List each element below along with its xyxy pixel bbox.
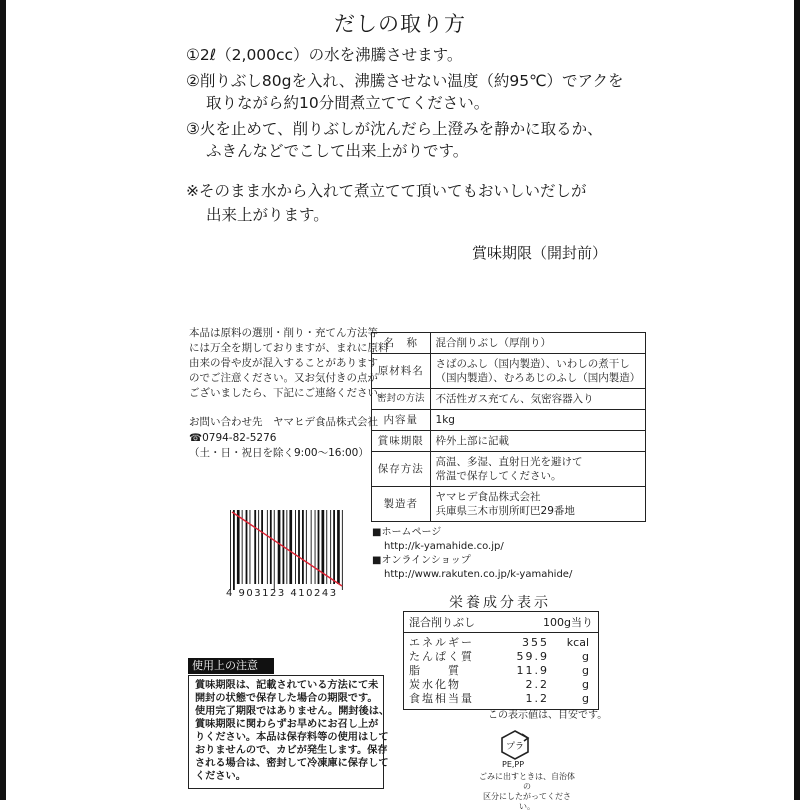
recycle-note: ごみに出すときは、自治体の 区分にしたがってください。 xyxy=(479,772,575,811)
contact-hours: （土・日・祝日を除く9:00〜16:00） xyxy=(189,447,369,459)
table-row: エネルギー 355 kcal xyxy=(409,636,589,649)
nutrition-table: 混合削りぶし 100g当り エネルギー 355 kcal たんぱく質 59.9 g 脂 質 11.9 g 炭水化物 2.2 g 食塩相当量 1.2 g xyxy=(403,611,599,710)
caution-box: 賞味期限は、記載されている方法にて未 開封の状態で保存した場合の期限です。 使用完了期限ではありません。開封後は、 賞味期限に関わらずお早めにお召し上が りください。本品は保存料等の使用はして おりませんので、カビが発生します。保存 される場合は、密封して冷凍庫に保存して ください。 xyxy=(188,675,384,789)
nutrition-title: 栄養成分表示 xyxy=(449,595,551,611)
note-line-2: 出来上がります。 xyxy=(206,206,329,224)
homepage-label: ■ホームページ xyxy=(372,527,442,538)
step-2-cont: 取りながら約10分間煮立ててください。 xyxy=(206,94,490,112)
table-row: たんぱく質 59.9 g xyxy=(409,650,589,663)
disclaimer: 本品は原料の選別・削り・充てん方法等 には万全を期しておりますが、まれに原料 由来の骨や皮が混入することがあります のでご注意ください。又お気付きの点が ございましたら、下記にご連絡ください。 xyxy=(189,327,389,399)
contact-phone: ☎0794-82-5276 xyxy=(189,432,277,444)
caution-label: 使用上の注意 xyxy=(188,658,274,674)
right-border xyxy=(794,0,800,800)
step-1: ①2ℓ（2,000cc）の水を沸騰させます。 xyxy=(186,46,463,64)
table-row: 製造者 ヤマヒデ食品株式会社 兵庫県三木市別所町巴29番地 xyxy=(372,487,646,522)
page-title: だしの取り方 xyxy=(334,12,466,36)
step-2: ②削りぶし80gを入れ、沸騰させない温度（約95℃）でアクを xyxy=(186,72,624,90)
note-line-1: ※そのまま水から入れて煮立てて頂いてもおいしいだしが xyxy=(186,182,587,200)
expiry-label: 賞味期限（開封前） xyxy=(472,244,608,262)
svg-text:プラ: プラ xyxy=(505,742,525,752)
table-row: 内容量 1kg xyxy=(372,410,646,431)
recycle-material: PE,PP xyxy=(502,760,525,769)
left-border xyxy=(0,0,6,800)
barcode-graphic xyxy=(228,510,346,590)
barcode-number: 4 903123 410243 xyxy=(226,588,338,599)
contact-label: お問い合わせ先 ヤマヒデ食品株式会社 xyxy=(189,416,378,428)
recycle-pla-icon xyxy=(498,728,532,762)
table-row: 保存方法 高温、多湿、直射日光を避けて 常温で保存してください。 xyxy=(372,452,646,487)
table-row: 原材料名 さばのふし（国内製造）、いわしの煮干し （国内製造）、むろあじのふし（国内製造） xyxy=(372,354,646,389)
step-3: ③火を止めて、削りぶしが沈んだら上澄みを静かに取るか、 xyxy=(186,120,603,138)
table-row: 賞味期限 枠外上部に記載 xyxy=(372,431,646,452)
homepage-link[interactable]: http://k-yamahide.co.jp/ xyxy=(384,541,504,552)
table-row: 名 称 混合削りぶし（厚削り） xyxy=(372,333,646,354)
contact-info xyxy=(189,415,378,461)
table-row: 炭水化物 2.2 g xyxy=(409,678,589,691)
table-row: 脂 質 11.9 g xyxy=(409,664,589,677)
table-row: 密封の方法 不活性ガス充てん、気密容器入り xyxy=(372,389,646,410)
shop-link[interactable]: http://www.rakuten.co.jp/k-yamahide/ xyxy=(384,569,573,580)
product-spec-table xyxy=(371,332,646,522)
shop-label: ■オンラインショップ xyxy=(372,555,471,566)
step-3-cont: ふきんなどでこして出来上がりです。 xyxy=(206,142,469,160)
table-row: 食塩相当量 1.2 g xyxy=(409,692,589,705)
nutrition-note: この表示値は、目安です。 xyxy=(488,710,608,721)
